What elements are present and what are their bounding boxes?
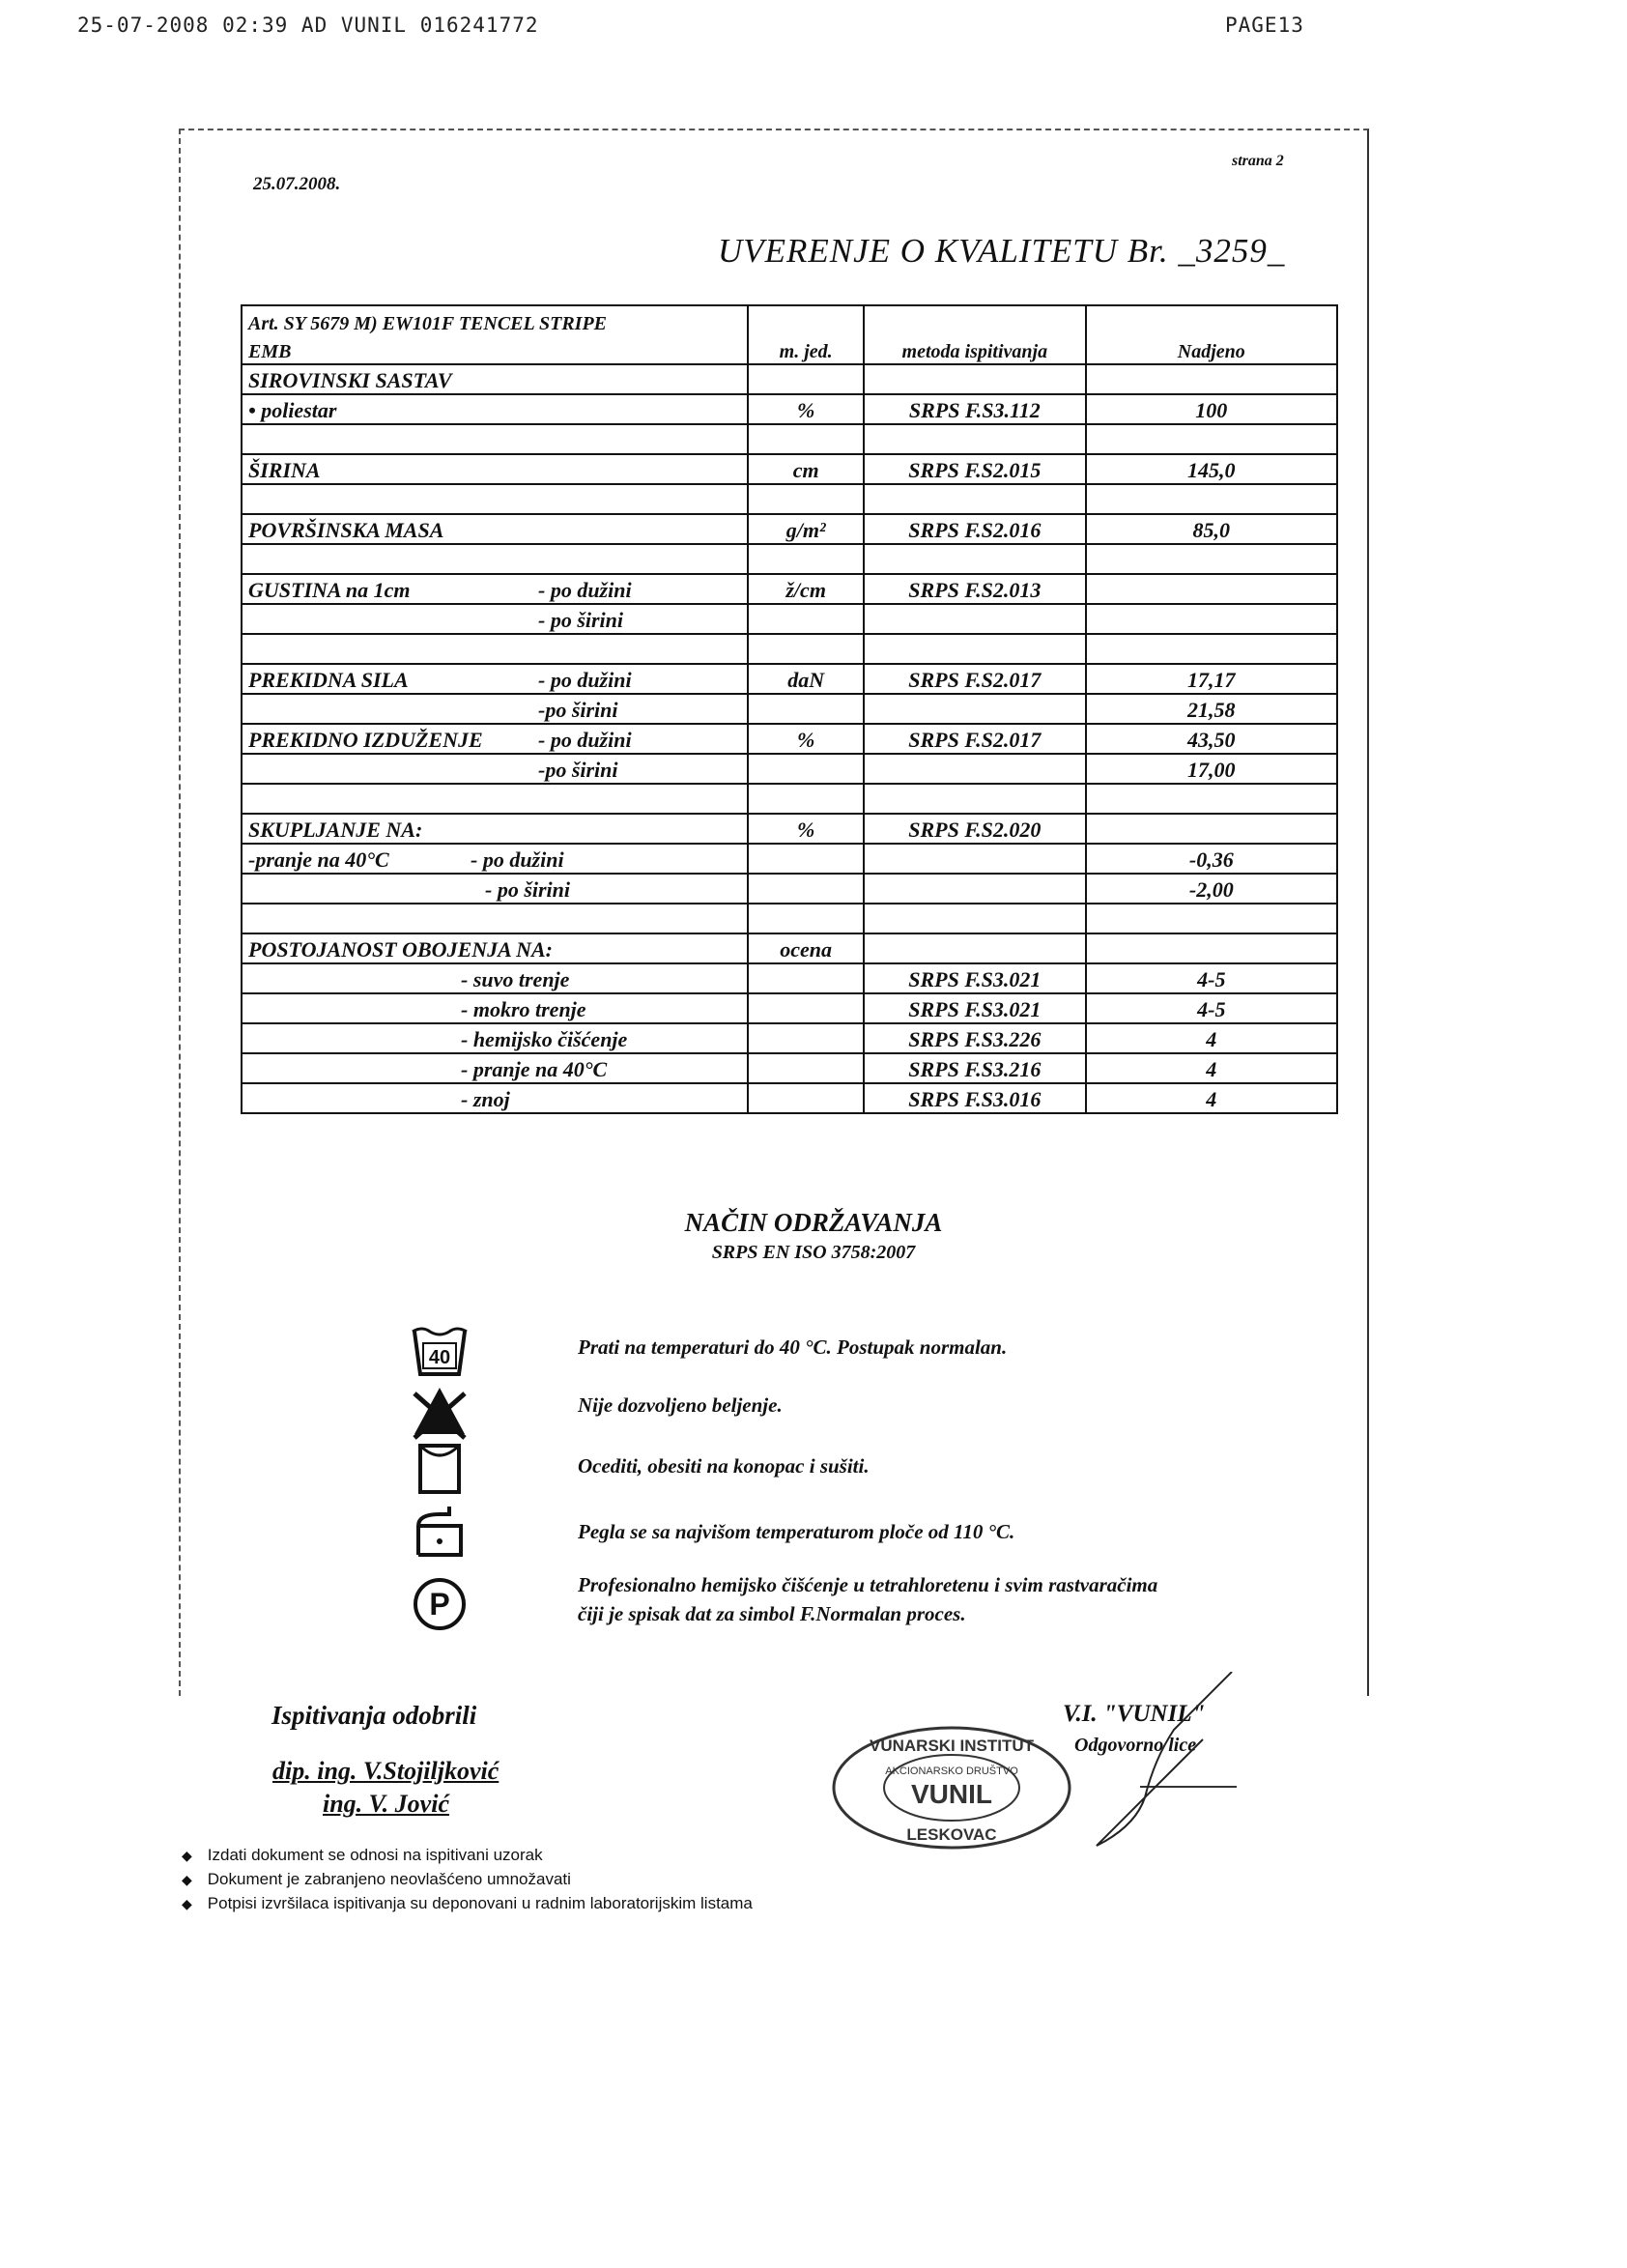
method-cell: SRPS F.S2.017 [864,664,1086,694]
unit-cell: ž/cm [748,574,864,604]
row-label: • poliestar [242,394,748,424]
note-item: ◆ Dokument je zabranjeno neovlašćeno umnožavati [182,1870,571,1889]
unit-cell: % [748,724,864,754]
table-row [242,454,1337,484]
care-text-wash: Prati na temperaturi do 40 °C. Postupak normalan. [578,1335,1008,1359]
table-row [242,874,1337,904]
method-cell: SRPS F.S3.226 [864,1023,1086,1053]
fax-header-page: PAGE13 [1225,14,1304,37]
unit-cell: daN [748,664,864,694]
value-cell: 4 [1086,1083,1337,1113]
method-cell: SRPS F.S2.020 [864,814,1086,844]
care-standard: SRPS EN ISO 3758:2007 [711,1242,916,1263]
table-row [242,664,1337,694]
responsible-role: Odgovorno lice [1074,1735,1197,1756]
row-label: SKUPLJANJE NA: [242,814,748,844]
row-sublabel: - po dužini [538,728,632,752]
row-sublabel: -po širini [538,758,618,782]
row-label: POVRŠINSKA MASA [242,514,748,544]
value-cell: 100 [1086,394,1337,424]
row-sublabel: - znoj [461,1087,510,1111]
document-date: 25.07.2008. [253,174,341,194]
approver-1: dip. ing. V.Stojiljković [272,1757,500,1785]
row-sublabel: - po dužini [538,578,632,602]
row-sublabel: - po dužini [471,847,564,872]
table-row [242,484,1337,514]
note-item: ◆ Izdati dokument se odnosi na ispitivani uzorak [182,1846,543,1865]
wash-40-icon [411,1324,469,1382]
table-row [242,694,1337,724]
row-sublabel: - po širini [538,608,624,632]
value-cell: -2,00 [1086,874,1337,904]
unit-cell: ocena [748,933,864,963]
method-cell: SRPS F.S3.112 [864,394,1086,424]
table-row [242,993,1337,1023]
col-header-method: metoda ispitivanja [864,335,1086,364]
fax-header-left: 25-07-2008 02:39 AD VUNIL 016241772 [77,14,539,37]
table-row [242,604,1337,634]
value-cell: 17,17 [1086,664,1337,694]
row-sublabel: - hemijsko čišćenje [461,1027,628,1051]
table-row [242,933,1337,963]
row-sublabel: - po dužini [538,668,632,692]
table-row [242,634,1337,664]
unit-cell: cm [748,454,864,484]
table-row [242,335,1337,364]
article-cell: Art. SY 5679 M) EW101F TENCEL STRIPE [242,305,748,335]
table-row [242,844,1337,874]
table-row [242,305,1337,335]
row-label: PREKIDNO IZDUŽENJE [248,728,483,752]
col-header-unit: m. jed. [748,335,864,364]
row-label: POSTOJANOST OBOJENJA NA: [242,933,748,963]
article-cell-2: EMB [242,335,748,364]
value-cell: 85,0 [1086,514,1337,544]
care-heading: NAČIN ODRŽAVANJA [684,1208,943,1237]
professional-clean-p-icon [411,1575,469,1633]
value-cell: 4 [1086,1053,1337,1083]
unit-cell: % [748,394,864,424]
table-row [242,394,1337,424]
care-text-dry: Ocediti, obesiti na konopac i sušiti. [578,1454,870,1478]
table-row [242,544,1337,574]
page-title: UVERENJE O KVALITETU Br. _3259_ [718,232,1286,270]
wash-temp: 40 [428,1347,451,1368]
row-sublabel: -po širini [538,698,618,722]
stamp-top: VUNARSKI INSTITUT [870,1737,1034,1755]
table-row [242,574,1337,604]
row-sublabel: - suvo trenje [461,967,570,991]
approver-2: ing. V. Jović [323,1790,449,1818]
note-item: ◆ Potpisi izvršilaca ispitivanja su deponovani u radnim laboratorijskim listama [182,1894,753,1913]
method-cell: SRPS F.S2.013 [864,574,1086,604]
row-label: ŠIRINA [242,454,748,484]
stamp-middle: AKCIONARSKO DRUŠTVO [885,1766,1018,1777]
value-cell: 145,0 [1086,454,1337,484]
no-bleach-icon [411,1382,469,1440]
value-cell: 4 [1086,1023,1337,1053]
care-text-clean: Profesionalno hemijsko čišćenje u tetrahloretenu i svim rastvaračima [578,1573,1158,1596]
table-row [242,514,1337,544]
iron-icon [411,1503,469,1561]
row-sublabel: - pranje na 40°C [461,1057,608,1081]
row-label: GUSTINA na 1cm [248,578,411,602]
svg-text:P: P [429,1587,450,1622]
table-row [242,814,1337,844]
method-cell: SRPS F.S2.017 [864,724,1086,754]
care-text-bleach: Nije dozvoljeno beljenje. [578,1393,783,1417]
stamp-bottom: LESKOVAC [906,1825,997,1844]
value-cell: 4-5 [1086,963,1337,993]
row-label: PREKIDNA SILA [248,668,409,692]
table-row [242,724,1337,754]
value-cell: -0,36 [1086,844,1337,874]
care-text-clean-2: čiji je spisak dat za simbol F.Normalan proces. [578,1602,966,1625]
signature-scribble [1058,1672,1251,1855]
table-row [242,754,1337,784]
care-text-iron: Pegla se sa najvišom temperaturom ploče od 110 °C. [578,1520,1015,1543]
value-cell: 4-5 [1086,993,1337,1023]
line-dry-icon [411,1440,469,1498]
method-cell: SRPS F.S3.016 [864,1083,1086,1113]
method-cell: SRPS F.S2.016 [864,514,1086,544]
method-cell: SRPS F.S3.021 [864,963,1086,993]
table-row [242,364,1337,394]
value-cell: 43,50 [1086,724,1337,754]
table-row [242,424,1337,454]
row-label: SIROVINSKI SASTAV [242,364,748,394]
institute-stamp [826,1720,1077,1855]
method-cell: SRPS F.S3.216 [864,1053,1086,1083]
table-row [242,784,1337,814]
approval-heading: Ispitivanja odobrili [271,1701,477,1730]
unit-cell: g/m² [748,514,864,544]
table-row [242,963,1337,993]
table-row [242,1053,1337,1083]
table-row [242,904,1337,933]
method-cell: SRPS F.S2.015 [864,454,1086,484]
institute-name: V.I. "VUNIL" [1063,1701,1206,1727]
method-cell: SRPS F.S3.021 [864,993,1086,1023]
row-sublabel: - mokro trenje [461,997,586,1021]
value-cell: 21,58 [1086,694,1337,724]
row-sublabel: - po širini [485,877,571,902]
page-label: strana 2 [1232,153,1284,169]
col-header-found: Nadjeno [1086,335,1337,364]
quality-table [241,304,1338,1114]
stamp-name: VUNIL [911,1779,992,1809]
unit-cell: % [748,814,864,844]
value-cell: 17,00 [1086,754,1337,784]
table-row [242,1023,1337,1053]
table-row [242,1083,1337,1113]
row-label: -pranje na 40°C [248,847,389,872]
